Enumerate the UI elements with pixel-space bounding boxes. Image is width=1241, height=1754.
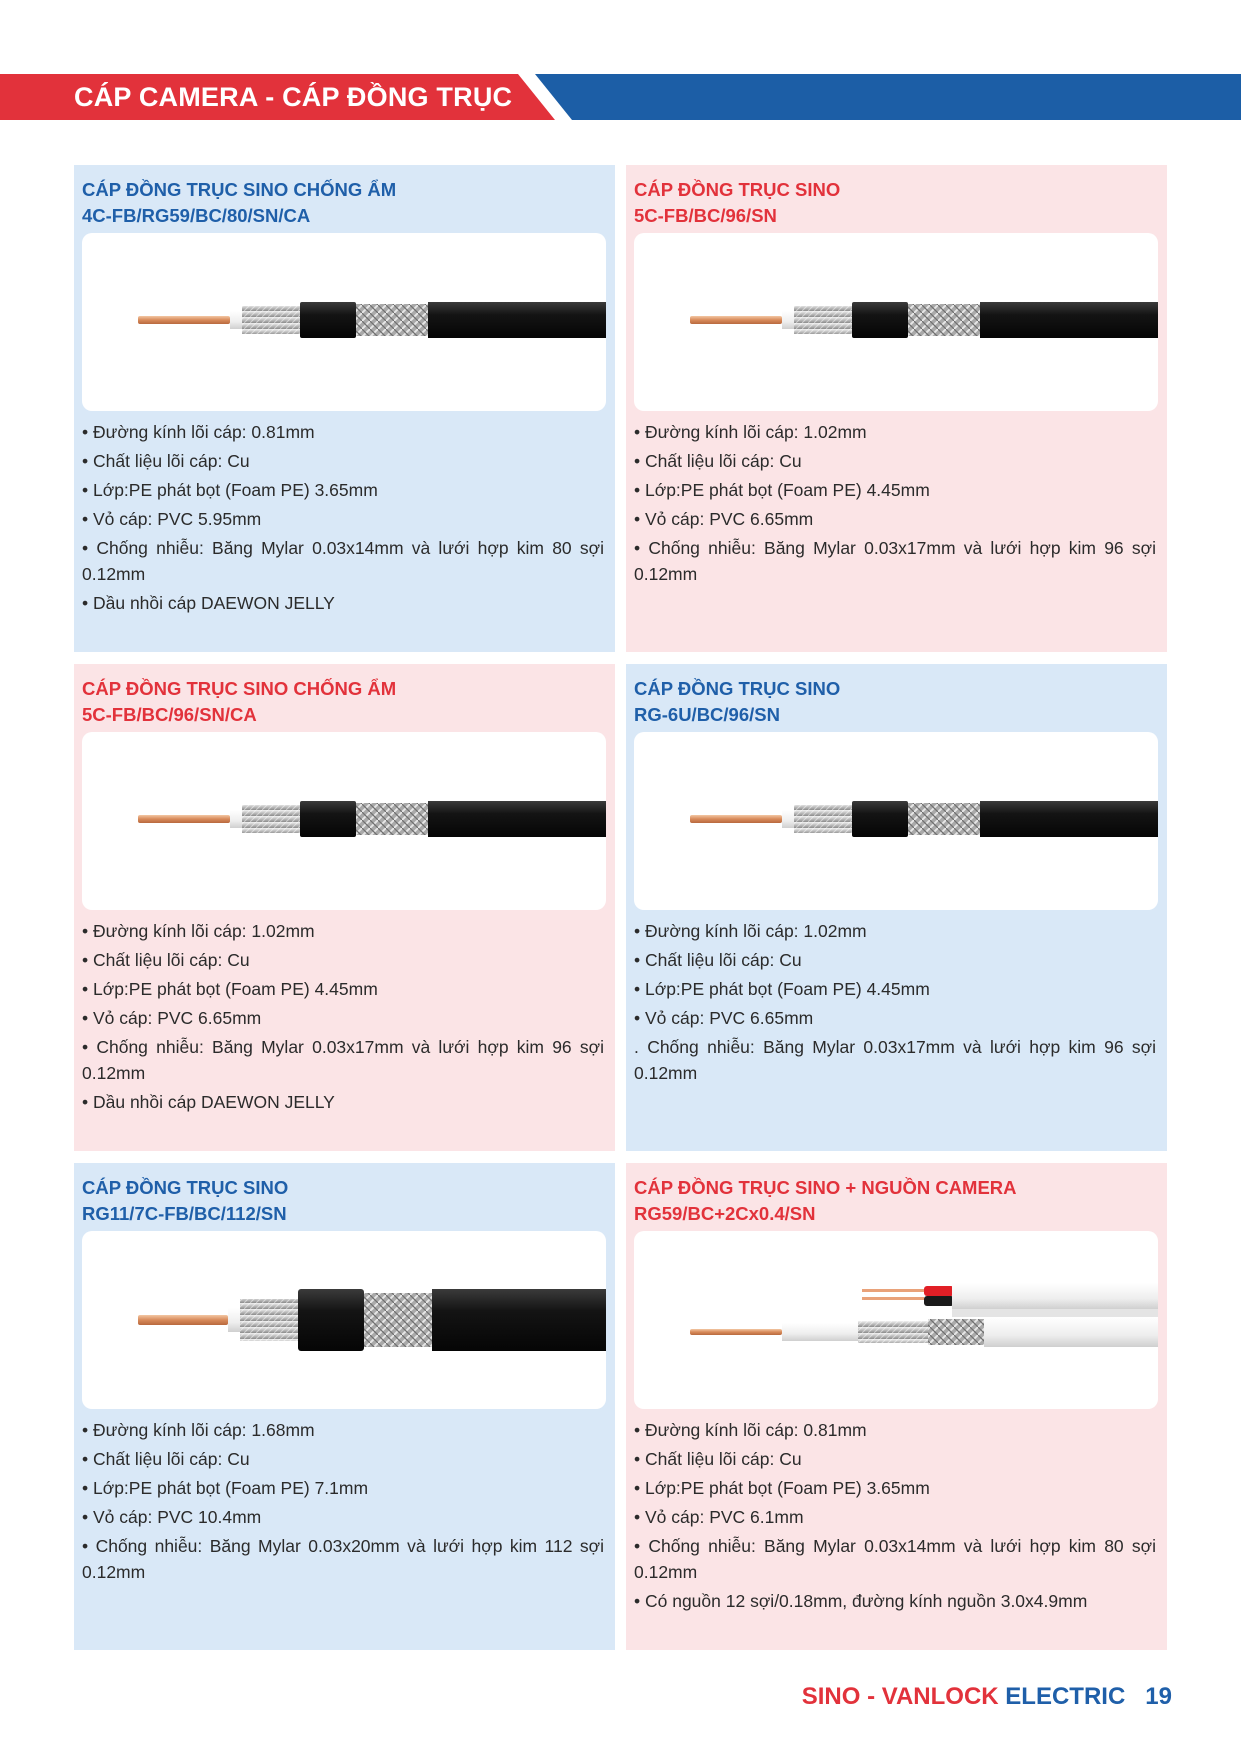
spec-item: • Có nguồn 12 sợi/0.18mm, đường kính nguồn 3.0x4.9mm — [634, 1590, 1088, 1611]
spec-list — [82, 1418, 604, 1589]
spec-item: • Vỏ cáp: PVC 6.1mm — [634, 1507, 804, 1527]
spec-item: • Đường kính lõi cáp: 1.02mm — [634, 921, 867, 941]
product-card — [626, 664, 1167, 1151]
spec-item: • Chống nhiễu: Băng Mylar 0.03x20mm và lưới hợp kim 112 sợi 0.12mm — [82, 1536, 604, 1582]
product-image — [634, 732, 1158, 910]
spec-item: • Vỏ cáp: PVC 6.65mm — [634, 1008, 814, 1028]
product-title — [82, 1175, 602, 1227]
product-title — [634, 177, 1154, 229]
spec-list — [634, 1418, 1156, 1618]
product-code: 4C-FB/RG59/BC/80/SN/CA — [82, 205, 311, 226]
page-number: 19 — [1145, 1683, 1172, 1710]
brand-electric: ELECTRIC — [998, 1683, 1126, 1710]
product-card — [626, 1163, 1167, 1650]
spec-item: • Chống nhiễu: Băng Mylar 0.03x17mm và lưới hợp kim 96 sợi 0.12mm — [82, 1037, 604, 1083]
product-title — [82, 676, 602, 728]
spec-item: • Đường kính lõi cáp: 0.81mm — [82, 422, 315, 442]
coaxial-cable-icon — [634, 233, 1158, 411]
product-image — [82, 233, 606, 411]
spec-item: • Chất liệu lõi cáp: Cu — [634, 1449, 802, 1469]
footer-brand — [802, 1677, 1172, 1717]
product-code: RG59/BC+2Cx0.4/SN — [634, 1203, 816, 1224]
product-card — [74, 664, 615, 1151]
spec-item: • Chống nhiễu: Băng Mylar 0.03x17mm và lưới hợp kim 96 sợi 0.12mm — [634, 538, 1156, 584]
spec-item: • Chất liệu lõi cáp: Cu — [634, 950, 802, 970]
page-title: CÁP CAMERA - CÁP ĐỒNG TRỤC — [74, 82, 513, 112]
spec-item: • Chất liệu lõi cáp: Cu — [634, 451, 802, 471]
spec-item: • Dầu nhồi cáp DAEWON JELLY — [82, 1091, 335, 1112]
spec-item: • Đường kính lõi cáp: 0.81mm — [634, 1420, 867, 1440]
spec-item: • Vỏ cáp: PVC 5.95mm — [82, 509, 262, 529]
product-code: RG-6U/BC/96/SN — [634, 704, 780, 725]
spec-list — [634, 420, 1156, 591]
spec-item: • Chất liệu lõi cáp: Cu — [82, 451, 250, 471]
product-name: CÁP ĐỒNG TRỤC SINO — [82, 1177, 289, 1198]
spec-item: • Lớp:PE phát bọt (Foam PE) 4.45mm — [82, 979, 378, 999]
product-name: CÁP ĐỒNG TRỤC SINO CHỐNG ẨM — [82, 179, 397, 200]
product-code: RG11/7C-FB/BC/112/SN — [82, 1203, 287, 1224]
coaxial-cable-icon — [82, 732, 606, 910]
spec-list — [82, 420, 604, 620]
coaxial-cable-icon — [634, 732, 1158, 910]
spec-item: • Đường kính lõi cáp: 1.68mm — [82, 1420, 315, 1440]
spec-item: • Dầu nhồi cáp DAEWON JELLY — [82, 592, 335, 613]
brand-vanlock: VANLOCK — [881, 1683, 999, 1710]
coaxial-cable-icon — [82, 1231, 606, 1409]
product-title — [82, 177, 602, 229]
coaxial-power-cable-icon — [634, 1231, 1158, 1409]
product-code: 5C-FB/BC/96/SN/CA — [82, 704, 257, 725]
brand-sino: SINO — [801, 1683, 861, 1710]
product-image — [634, 233, 1158, 411]
product-card — [74, 1163, 615, 1650]
spec-item: • Chất liệu lõi cáp: Cu — [82, 1449, 250, 1469]
brand-separator: - — [860, 1683, 882, 1710]
spec-item: • Chất liệu lõi cáp: Cu — [82, 950, 250, 970]
spec-item: • Đường kính lõi cáp: 1.02mm — [634, 422, 867, 442]
coaxial-cable-icon — [82, 233, 606, 411]
product-image — [634, 1231, 1158, 1409]
product-name: CÁP ĐỒNG TRỤC SINO — [634, 179, 841, 200]
spec-item: • Vỏ cáp: PVC 6.65mm — [634, 509, 814, 529]
spec-item: • Chống nhiễu: Băng Mylar 0.03x14mm và lưới hợp kim 80 sợi 0.12mm — [634, 1536, 1156, 1582]
spec-item: • Chống nhiễu: Băng Mylar 0.03x14mm và lưới hợp kim 80 sợi 0.12mm — [82, 538, 604, 584]
product-name: CÁP ĐỒNG TRỤC SINO + NGUỒN CAMERA — [634, 1177, 1017, 1198]
spec-item: • Lớp:PE phát bọt (Foam PE) 7.1mm — [82, 1478, 369, 1498]
spec-item: • Lớp:PE phát bọt (Foam PE) 4.45mm — [634, 480, 930, 500]
spec-item: • Lớp:PE phát bọt (Foam PE) 3.65mm — [634, 1478, 930, 1498]
spec-list — [634, 919, 1156, 1090]
spec-item: • Vỏ cáp: PVC 6.65mm — [82, 1008, 262, 1028]
product-name: CÁP ĐỒNG TRỤC SINO CHỐNG ẨM — [82, 678, 397, 699]
product-name: CÁP ĐỒNG TRỤC SINO — [634, 678, 841, 699]
product-image — [82, 1231, 606, 1409]
product-card — [74, 165, 615, 652]
product-code: 5C-FB/BC/96/SN — [634, 205, 777, 226]
spec-item: • Vỏ cáp: PVC 10.4mm — [82, 1507, 262, 1527]
spec-list — [82, 919, 604, 1119]
product-title — [634, 676, 1154, 728]
spec-item: • Đường kính lõi cáp: 1.02mm — [82, 921, 315, 941]
spec-item: . Chống nhiễu: Băng Mylar 0.03x17mm và lưới hợp kim 96 sợi 0.12mm — [634, 1037, 1156, 1083]
product-title — [634, 1175, 1154, 1227]
product-image — [82, 732, 606, 910]
spec-item: • Lớp:PE phát bọt (Foam PE) 4.45mm — [634, 979, 930, 999]
product-card — [626, 165, 1167, 652]
spec-item: • Lớp:PE phát bọt (Foam PE) 3.65mm — [82, 480, 378, 500]
